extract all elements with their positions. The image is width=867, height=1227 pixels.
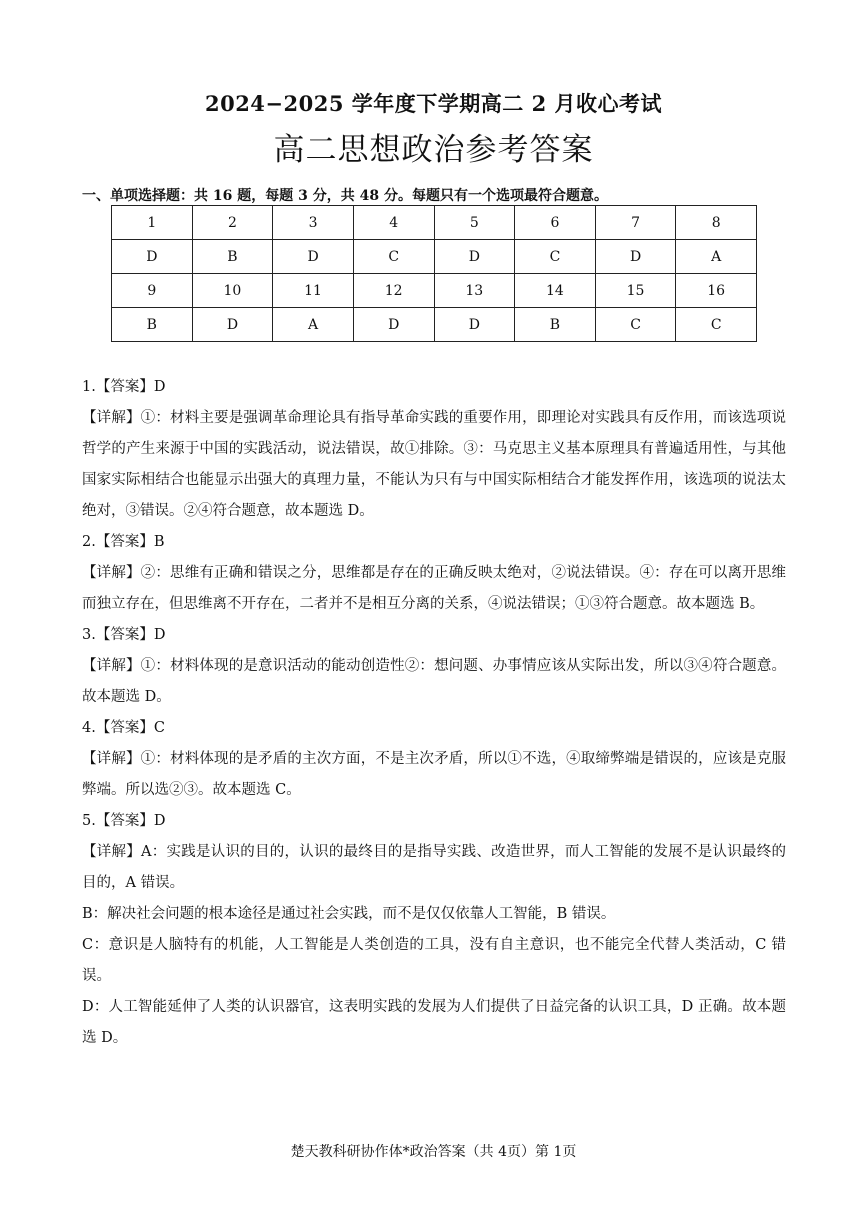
answer-cell: D [595, 240, 676, 274]
explanation-paragraph: B：解决社会问题的根本途径是通过社会实践，而不是仅仅依靠人工智能，B 错误。 [82, 906, 616, 922]
question-number-cell: 14 [515, 274, 596, 308]
answer-cell: B [515, 308, 596, 342]
question-number-cell: 15 [595, 274, 676, 308]
answer-key-title: 高二思想政治参考答案 [273, 132, 594, 168]
answer-cell: D [353, 308, 434, 342]
answer-line: 5.【答案】D [82, 813, 166, 829]
table-row [112, 308, 757, 342]
answer-cell: C [595, 308, 676, 342]
section-heading: 一、单项选择题：共 16 题，每题 3 分，共 48 分。每题只有一个选项最符合题意。 [82, 188, 608, 204]
answer-cell: D [434, 240, 515, 274]
table-row [112, 274, 757, 308]
question-number-cell: 4 [353, 206, 434, 240]
table-row [112, 240, 757, 274]
answer-cell: C [515, 240, 596, 274]
answer-line: 4.【答案】C [82, 720, 165, 736]
answer-line: 3.【答案】D [82, 627, 166, 643]
answer-cell: C [676, 308, 757, 342]
question-number-cell: 13 [434, 274, 515, 308]
question-number-cell: 12 [353, 274, 434, 308]
question-number-cell: 8 [676, 206, 757, 240]
answer-cell: C [353, 240, 434, 274]
answer-line: 2.【答案】B [82, 534, 165, 550]
answer-cell: D [434, 308, 515, 342]
question-number-cell: 9 [112, 274, 193, 308]
answer-cell: B [112, 308, 193, 342]
explanation-paragraph: 【详解】①：材料主要是强调革命理论具有指导革命实践的重要作用，即理论对实践具有反作用，而该选项说哲学的产生来源于中国的实践活动，说法错误，故①排除。③：马克思主义基本原理具有普遍适用性，与其他国家实际相结合也能显示出强大的真理力量，不能认为只有与中国实际相结合才能发挥作用，该选项的说法太绝对，③错误。②④符合题意，故本题选 D。 [82, 410, 786, 519]
question-number-cell: 1 [112, 206, 193, 240]
explanation-paragraph: 【详解】①：材料体现的是意识活动的能动创造性②：想问题、办事情应该从实际出发，所以③④符合题意。故本题选 D。 [82, 658, 786, 705]
explanations [82, 372, 786, 1054]
question-number-cell: 10 [192, 274, 273, 308]
question-number-cell: 7 [595, 206, 676, 240]
question-number-cell: 5 [434, 206, 515, 240]
explanation-paragraph: 【详解】②：思维有正确和错误之分，思维都是存在的正确反映太绝对，②说法错误。④：存在可以离开思维而独立存在，但思维离不开存在，二者并不是相互分离的关系，④说法错误；①③符合题意。故本题选 B。 [82, 565, 786, 612]
answer-cell: D [192, 308, 273, 342]
answer-cell: A [273, 308, 354, 342]
question-number-cell: 11 [273, 274, 354, 308]
explanation-paragraph: 【详解】A：实践是认识的目的，认识的最终目的是指导实践、改造世界，而人工智能的发展不是认识最终的目的，A 错误。 [82, 844, 786, 891]
answer-table [111, 205, 757, 342]
explanation-paragraph: C：意识是人脑特有的机能，人工智能是人类创造的工具，没有自主意识，也不能完全代替人类活动，C 错误。 [82, 937, 786, 984]
answer-cell: A [676, 240, 757, 274]
explanation-paragraph: D：人工智能延伸了人类的认识器官，这表明实践的发展为人们提供了日益完备的认识工具，D 正确。故本题选 D。 [82, 999, 786, 1046]
table-row [112, 206, 757, 240]
answer-cell: D [273, 240, 354, 274]
exam-title: 2024−2025 学年度下学期高二 2 月收心考试 [204, 91, 663, 116]
question-number-cell: 3 [273, 206, 354, 240]
answer-cell: D [112, 240, 193, 274]
answer-cell: B [192, 240, 273, 274]
answer-line: 1.【答案】D [82, 379, 166, 395]
explanation-paragraph: 【详解】①：材料体现的是矛盾的主次方面，不是主次矛盾，所以①不选，④取缔弊端是错误的，应该是克服弊端。所以选②③。故本题选 C。 [82, 751, 786, 798]
page-footer: 楚天教科研协作体*政治答案（共 4页）第 1页 [290, 1144, 577, 1160]
question-number-cell: 6 [515, 206, 596, 240]
question-number-cell: 2 [192, 206, 273, 240]
question-number-cell: 16 [676, 274, 757, 308]
